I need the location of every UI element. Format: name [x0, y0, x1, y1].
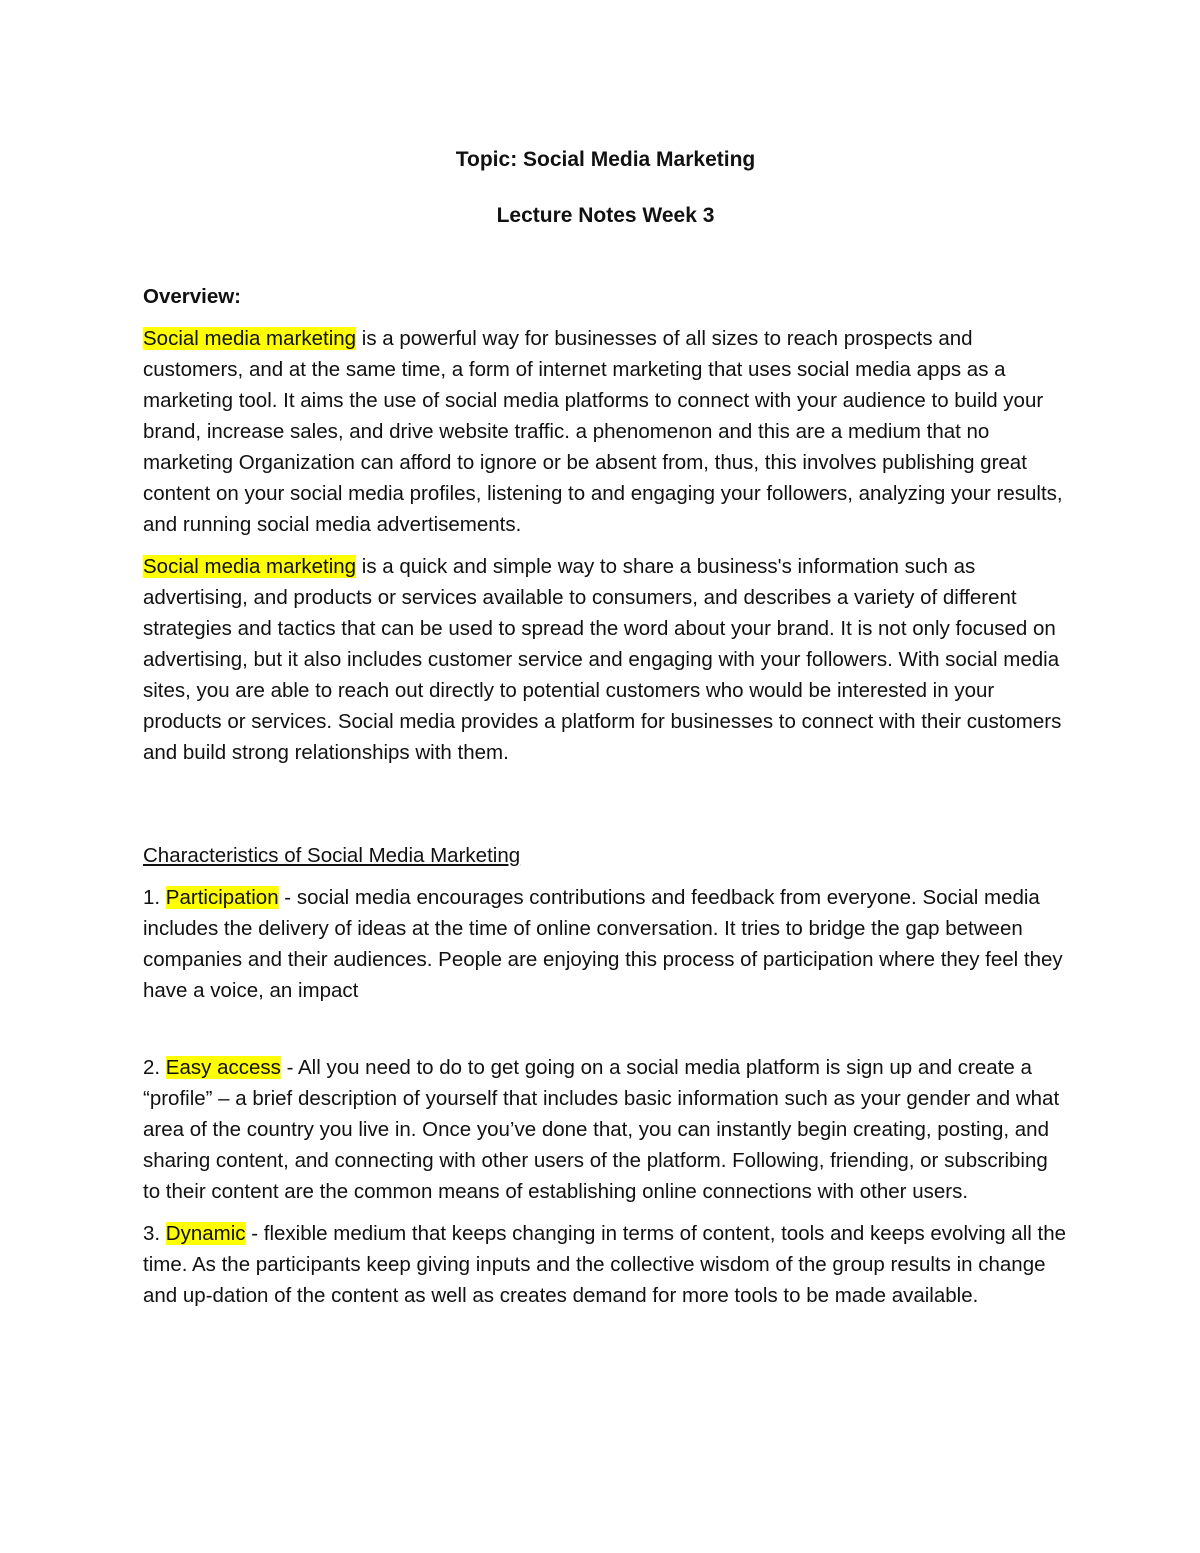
- overview-paragraph-2: [143, 551, 1068, 768]
- item-text: - social media encourages contributions and feedback from everyone. Social media includes the delivery of ideas at the time of online conversation. It tries to bridge the gap between companies and their audiences. People are enjoying this process of participation where they feel they have a voice, an impact: [143, 886, 1063, 1002]
- highlighted-term: Dynamic: [165, 1222, 246, 1245]
- characteristic-item-3: [143, 1218, 1068, 1311]
- item-number: 2.: [143, 1056, 166, 1079]
- paragraph-text: is a powerful way for businesses of all sizes to reach prospects and customers, and at the same time, a form of internet marketing that uses social media apps as a marketing tool. It aims the use of social media platforms to connect with your audience to build your brand, increase sales, and drive website traffic. a phenomenon and this are a medium that no marketing Organization can afford to ignore or be absent from, thus, this involves publishing great content on your social media profiles, listening to and engaging your followers, analyzing your results, and running social media advertisements.: [143, 327, 1063, 536]
- item-text: - All you need to do to get going on a social media platform is sign up and create a “profile” – a brief description of yourself that includes basic information such as your gender and what area of the country you live in. Once you’ve done that, you can instantly begin creating, posting, and sharing content, and connecting with other users of the platform. Following, friending, or subscribing to their content are the common means of establishing online connections with other users.: [143, 1056, 1060, 1203]
- characteristics-heading: Characteristics of Social Media Marketing: [143, 844, 521, 867]
- characteristic-item-2: [143, 1052, 1068, 1207]
- highlighted-term: Social media marketing: [143, 327, 357, 350]
- document-title: Topic: Social Media Marketing: [455, 148, 756, 171]
- document-subtitle: Lecture Notes Week 3: [496, 204, 715, 227]
- highlighted-term: Easy access: [165, 1056, 281, 1079]
- characteristic-item-1: [143, 882, 1068, 1006]
- overview-label: Overview:: [143, 285, 241, 308]
- item-number: 3.: [143, 1222, 166, 1245]
- item-text: - flexible medium that keeps changing in terms of content, tools and keeps evolving all the time. As the participants keep giving inputs and the collective wisdom of the group results in change and up-dation of the content as well as creates demand for more tools to be made available.: [143, 1222, 1067, 1307]
- paragraph-text: is a quick and simple way to share a business's information such as advertising, and products or services available to consumers, and describes a variety of different strategies and tactics that can be used to spread the word about your brand. It is not only focused on advertising, but it also includes customer service and engaging with your followers. With social media sites, you are able to reach out directly to potential customers who would be interested in your products or services. Social media provides a platform for businesses to connect with their customers and build strong relationships with them.: [143, 555, 1062, 764]
- overview-paragraph-1: [143, 323, 1068, 540]
- item-number: 1.: [143, 886, 166, 909]
- highlighted-term: Participation: [165, 886, 279, 909]
- document-body: [143, 143, 1068, 1311]
- highlighted-term: Social media marketing: [143, 555, 357, 578]
